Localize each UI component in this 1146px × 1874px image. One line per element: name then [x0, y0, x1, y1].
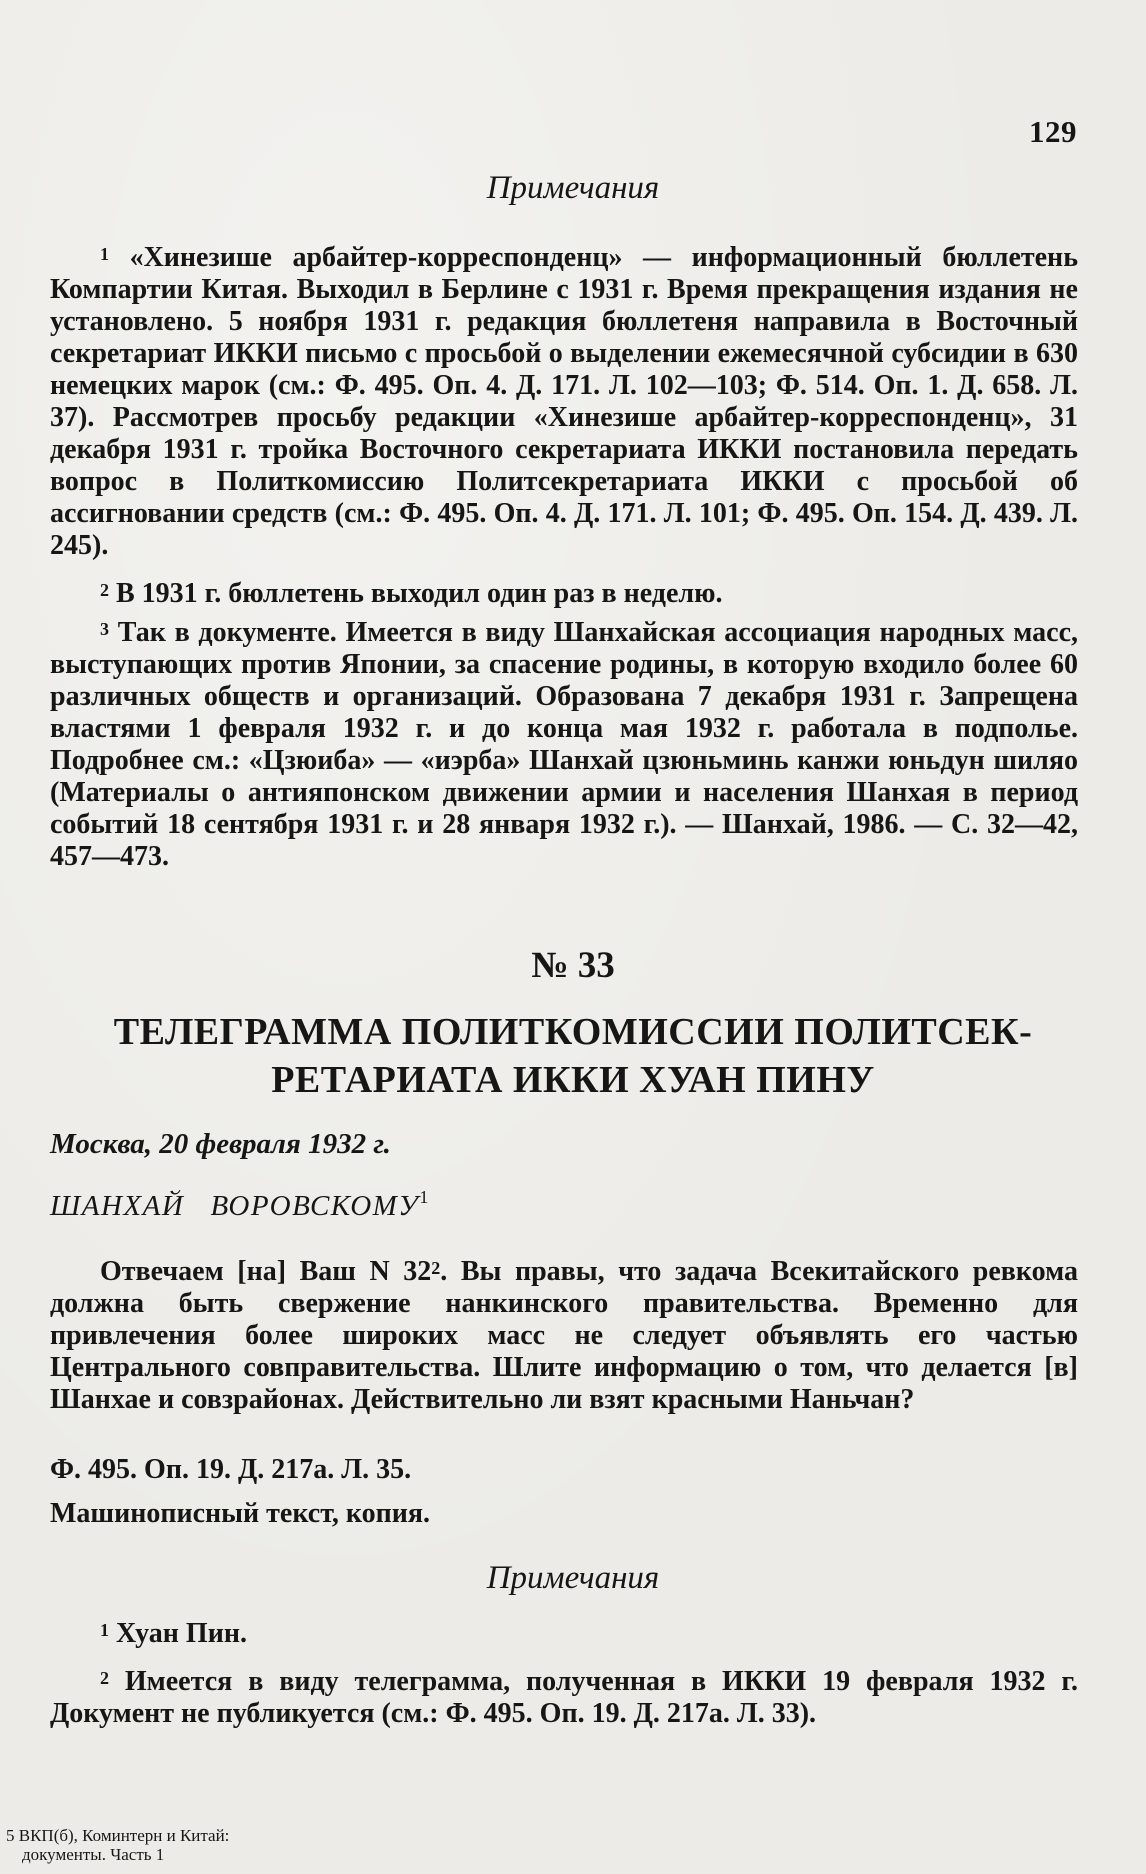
note-number: 3 [100, 619, 109, 639]
document-number: № 33 [531, 945, 615, 986]
document-title [40, 1008, 1106, 1104]
document-title-line-2: РЕТАРИАТА ИККИ ХУАН ПИНУ [271, 1059, 875, 1101]
footer-line-1: 5 ВКП(б), Коминтерн и Китай: [6, 1826, 230, 1845]
addressee-text: ШАНХАЙ ВОРОВСКОМУ [50, 1190, 420, 1222]
document-title-line-1: ТЕЛЕГРАММА ПОЛИТКОМИССИИ ПОЛИТСЕК- [113, 1011, 1033, 1053]
note-2-1 [50, 1618, 1078, 1650]
archive-reference: Ф. 495. Оп. 19. Д. 217а. Л. 35. [50, 1454, 412, 1485]
archive-source [50, 1453, 430, 1531]
notes-heading-1: Примечания [486, 170, 660, 206]
note-1-1 [50, 242, 1078, 562]
body-text-rest: . Вы правы, что задача Всекитайского ревкома должна быть свержение нанкинского правительства. Временно для привлечения более широких масс не следует объявлять его частью Центрального совправительства. Шлите информацию о том, что делается [в] Шанхае и совзрайонах. Действительно ли взят красными Наньчан? [50, 1256, 1078, 1415]
note-number: 1 [100, 1620, 109, 1640]
document-body [50, 1256, 1078, 1416]
note-number: 1 [100, 244, 109, 264]
note-2-2 [50, 1666, 1078, 1730]
note-1-2 [50, 578, 1078, 610]
addressee-note-number: 1 [419, 1187, 430, 1207]
document-place-date: Москва, 20 февраля 1932 г. [50, 1128, 391, 1160]
note-1-3 [50, 617, 1078, 873]
note-number: 2 [100, 1668, 109, 1688]
note-text: Хуан Пин. [116, 1618, 247, 1649]
archive-text-type: Машинописный текст, копия. [50, 1498, 431, 1529]
footer-line-2: документы. Часть 1 [22, 1845, 165, 1864]
note-number: 2 [100, 580, 109, 600]
note-text: «Хинезише арбайтер-корреспонденц» — информационный бюллетень Компартии Китая. Выходил в Берлине с 1931 г. Время прекращения издания не установлено. 5 ноября 1931 г. редакция бюллетеня направила в Восточный секретариат ИККИ письмо с просьбой о выделении ежемесячной субсидии в 630 немецких марок (см.: Ф. 495. Оп. 4. Д. 171. Л. 102—103; Ф. 514. Оп. 1. Д. 658. Л. 37). Рассмотрев просьбу редакции «Хинезише арбайтер-корреспонденц», 31 декабря 1931 г. тройка Восточного секретариата ИККИ постановила передать вопрос в Политкомиссию Политсекретариата ИККИ с просьбой об ассигновании средств (см.: Ф. 495. Оп. 4. Д. 171. Л. 101; Ф. 495. Оп. 154. Д. 439. Л. 245). [50, 242, 1078, 561]
note-text: Имеется в виду телеграмма, полученная в ИККИ 19 февраля 1932 г. Документ не публикуется (см.: Ф. 495. Оп. 19. Д. 217а. Л. 33). [50, 1666, 1078, 1729]
note-text: В 1931 г. бюллетень выходил один раз в неделю. [116, 578, 723, 609]
note-text: Так в документе. Имеется в виду Шанхайская ассоциация народных масс, выступающих против Японии, за спасение родины, в которую входило более 60 различных обществ и организаций. Образована 7 декабря 1931 г. Запрещена властями 1 февраля 1932 г. и до конца мая 1932 г. работала в подполье. Подробнее см.: «Цзюиба» — «иэрба» Шанхай цзюньминь канжи юньдун шиляо (Материалы о антияпонском движении армии и населения Шанхая в период событий 18 сентября 1931 г. и 28 января 1932 г.). — Шанхай, 1986. — С. 32—42, 457—473. [50, 617, 1078, 872]
document-addressee [50, 1187, 430, 1223]
body-text-start: Отвечаем [на] Ваш N 32 [100, 1256, 432, 1287]
page-footer [6, 1826, 229, 1864]
notes-heading-2: Примечания [486, 1560, 660, 1596]
body-note-number: 2 [431, 1258, 441, 1278]
page-number: 129 [1029, 114, 1077, 149]
